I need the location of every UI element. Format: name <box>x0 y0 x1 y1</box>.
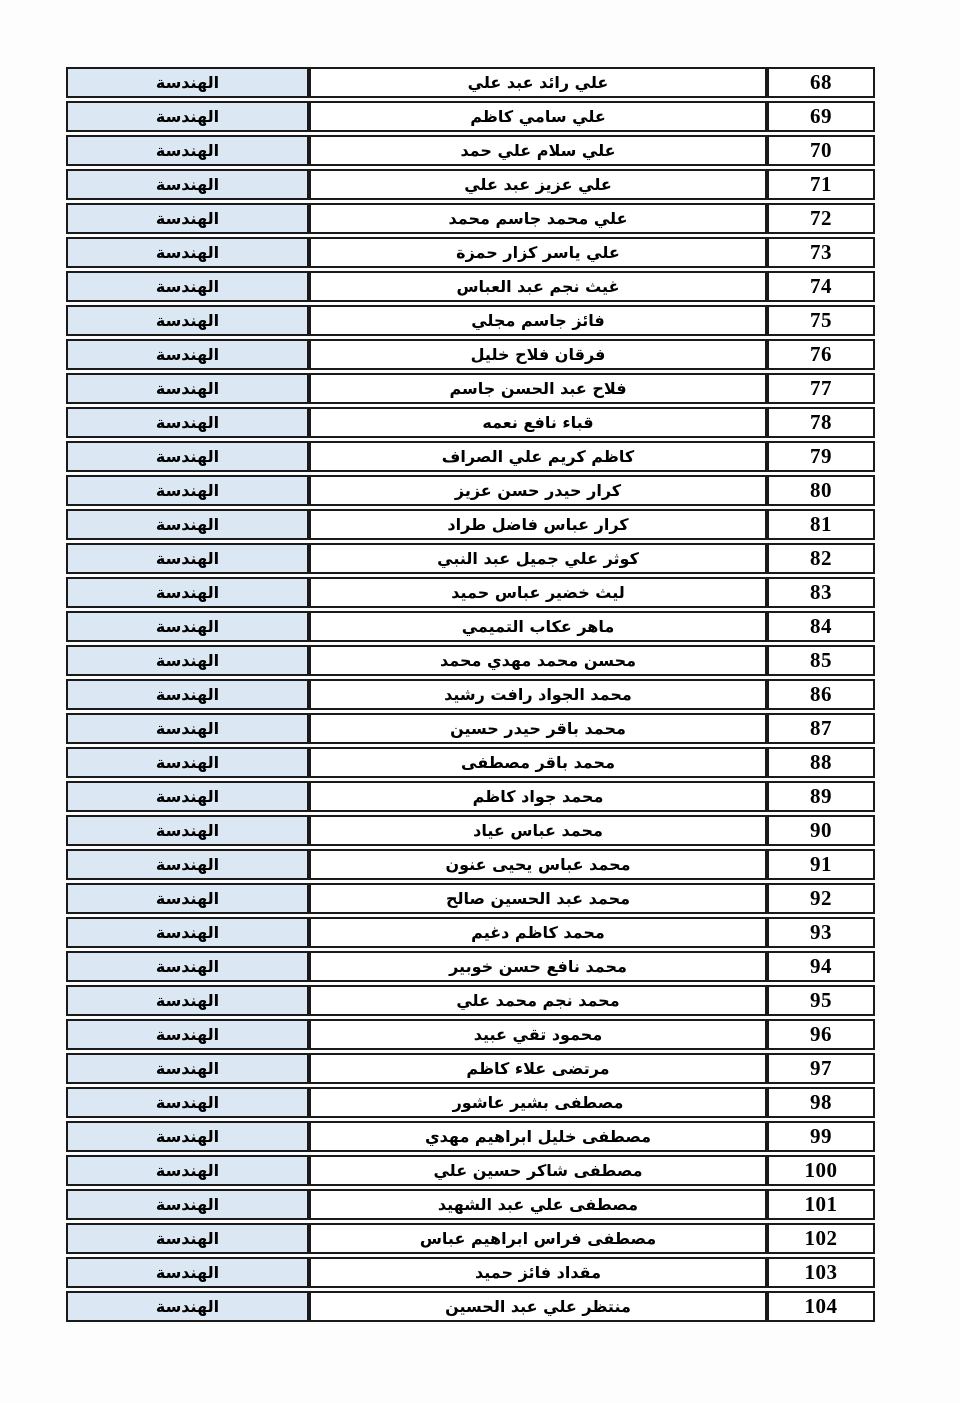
table-row <box>66 747 875 778</box>
table-row <box>66 917 875 948</box>
student-name: قباء نافع نعمه <box>309 407 767 438</box>
row-number: 72 <box>767 203 875 234</box>
student-name: مقداد فائز حميد <box>309 1257 767 1288</box>
table-row <box>66 407 875 438</box>
student-name: محمد كاظم دغيم <box>309 917 767 948</box>
row-number: 71 <box>767 169 875 200</box>
department-cell: الهندسة <box>66 305 309 336</box>
row-number: 84 <box>767 611 875 642</box>
table-row <box>66 1223 875 1254</box>
row-number: 87 <box>767 713 875 744</box>
table-row <box>66 135 875 166</box>
department-cell: الهندسة <box>66 1291 309 1322</box>
table-row <box>66 985 875 1016</box>
department-cell: الهندسة <box>66 1053 309 1084</box>
table-row <box>66 543 875 574</box>
department-cell: الهندسة <box>66 441 309 472</box>
department-cell: الهندسة <box>66 339 309 370</box>
department-cell: الهندسة <box>66 577 309 608</box>
department-cell: الهندسة <box>66 169 309 200</box>
department-cell: الهندسة <box>66 101 309 132</box>
student-name: مصطفى فراس ابراهيم عباس <box>309 1223 767 1254</box>
department-cell: الهندسة <box>66 849 309 880</box>
student-name: محمد باقر مصطفى <box>309 747 767 778</box>
department-cell: الهندسة <box>66 509 309 540</box>
student-name: كوثر علي جميل عبد النبي <box>309 543 767 574</box>
table-row <box>66 237 875 268</box>
row-number: 96 <box>767 1019 875 1050</box>
row-number: 103 <box>767 1257 875 1288</box>
row-number: 79 <box>767 441 875 472</box>
student-name: علي رائد عبد علي <box>309 67 767 98</box>
student-name: علي سامي كاظم <box>309 101 767 132</box>
table-row <box>66 373 875 404</box>
table-row <box>66 1121 875 1152</box>
department-cell: الهندسة <box>66 1155 309 1186</box>
table-row <box>66 203 875 234</box>
department-cell: الهندسة <box>66 1189 309 1220</box>
row-number: 69 <box>767 101 875 132</box>
department-cell: الهندسة <box>66 1223 309 1254</box>
student-name: مصطفى خليل ابراهيم مهدي <box>309 1121 767 1152</box>
department-cell: الهندسة <box>66 407 309 438</box>
student-name: منتظر علي عبد الحسين <box>309 1291 767 1322</box>
department-cell: الهندسة <box>66 985 309 1016</box>
row-number: 78 <box>767 407 875 438</box>
row-number: 104 <box>767 1291 875 1322</box>
row-number: 80 <box>767 475 875 506</box>
row-number: 102 <box>767 1223 875 1254</box>
table-row <box>66 1189 875 1220</box>
student-name: محمد عباس عياد <box>309 815 767 846</box>
row-number: 91 <box>767 849 875 880</box>
department-cell: الهندسة <box>66 373 309 404</box>
row-number: 89 <box>767 781 875 812</box>
student-name: علي سلام علي حمد <box>309 135 767 166</box>
student-name: محمد باقر حيدر حسين <box>309 713 767 744</box>
table-row <box>66 305 875 336</box>
department-cell: الهندسة <box>66 815 309 846</box>
table-row <box>66 339 875 370</box>
student-name: محسن محمد مهدي محمد <box>309 645 767 676</box>
student-name: محمد نافع حسن خوبير <box>309 951 767 982</box>
student-name: علي محمد جاسم محمد <box>309 203 767 234</box>
department-cell: الهندسة <box>66 781 309 812</box>
table-row <box>66 645 875 676</box>
row-number: 101 <box>767 1189 875 1220</box>
row-number: 82 <box>767 543 875 574</box>
row-number: 77 <box>767 373 875 404</box>
table-row <box>66 679 875 710</box>
department-cell: الهندسة <box>66 1019 309 1050</box>
department-cell: الهندسة <box>66 679 309 710</box>
row-number: 88 <box>767 747 875 778</box>
student-name: محمود تقي عبيد <box>309 1019 767 1050</box>
student-name: علي ياسر كزار حمزة <box>309 237 767 268</box>
student-name: مصطفى شاكر حسين علي <box>309 1155 767 1186</box>
row-number: 93 <box>767 917 875 948</box>
row-number: 75 <box>767 305 875 336</box>
department-cell: الهندسة <box>66 271 309 302</box>
department-cell: الهندسة <box>66 951 309 982</box>
table-row <box>66 781 875 812</box>
table-row <box>66 475 875 506</box>
table-row <box>66 611 875 642</box>
row-number: 85 <box>767 645 875 676</box>
row-number: 92 <box>767 883 875 914</box>
row-number: 70 <box>767 135 875 166</box>
table-row <box>66 271 875 302</box>
department-cell: الهندسة <box>66 747 309 778</box>
student-name: محمد عباس يحيى عنون <box>309 849 767 880</box>
row-number: 90 <box>767 815 875 846</box>
department-cell: الهندسة <box>66 475 309 506</box>
department-cell: الهندسة <box>66 135 309 166</box>
student-name: محمد نجم محمد علي <box>309 985 767 1016</box>
department-cell: الهندسة <box>66 543 309 574</box>
row-number: 86 <box>767 679 875 710</box>
roster-table-body <box>66 67 875 1322</box>
row-number: 74 <box>767 271 875 302</box>
row-number: 68 <box>767 67 875 98</box>
student-name: ماهر عكاب التميمي <box>309 611 767 642</box>
department-cell: الهندسة <box>66 237 309 268</box>
table-row <box>66 441 875 472</box>
department-cell: الهندسة <box>66 611 309 642</box>
student-name: فلاح عبد الحسن جاسم <box>309 373 767 404</box>
table-row <box>66 1155 875 1186</box>
department-cell: الهندسة <box>66 1257 309 1288</box>
student-name: فرقان فلاح خليل <box>309 339 767 370</box>
student-name: ليث خضير عباس حميد <box>309 577 767 608</box>
student-name: فائز جاسم مجلي <box>309 305 767 336</box>
row-number: 73 <box>767 237 875 268</box>
student-name: غيث نجم عبد العباس <box>309 271 767 302</box>
row-number: 97 <box>767 1053 875 1084</box>
row-number: 100 <box>767 1155 875 1186</box>
table-row <box>66 951 875 982</box>
department-cell: الهندسة <box>66 203 309 234</box>
department-cell: الهندسة <box>66 883 309 914</box>
student-name: مصطفى علي عبد الشهيد <box>309 1189 767 1220</box>
department-cell: الهندسة <box>66 917 309 948</box>
table-row <box>66 713 875 744</box>
student-roster-table <box>66 64 875 1325</box>
row-number: 98 <box>767 1087 875 1118</box>
student-name: محمد الجواد رافت رشيد <box>309 679 767 710</box>
department-cell: الهندسة <box>66 1087 309 1118</box>
department-cell: الهندسة <box>66 67 309 98</box>
department-cell: الهندسة <box>66 713 309 744</box>
table-row <box>66 169 875 200</box>
row-number: 95 <box>767 985 875 1016</box>
row-number: 81 <box>767 509 875 540</box>
row-number: 94 <box>767 951 875 982</box>
department-cell: الهندسة <box>66 645 309 676</box>
table-row <box>66 101 875 132</box>
table-row <box>66 815 875 846</box>
table-row <box>66 1019 875 1050</box>
student-name: كرار عباس فاضل طراد <box>309 509 767 540</box>
row-number: 76 <box>767 339 875 370</box>
table-row <box>66 577 875 608</box>
student-name: مرتضى علاء كاظم <box>309 1053 767 1084</box>
student-name: كاظم كريم علي الصراف <box>309 441 767 472</box>
table-row <box>66 883 875 914</box>
table-row <box>66 1053 875 1084</box>
row-number: 99 <box>767 1121 875 1152</box>
table-row <box>66 1087 875 1118</box>
table-row <box>66 1291 875 1322</box>
student-name: محمد عبد الحسين صالح <box>309 883 767 914</box>
row-number: 83 <box>767 577 875 608</box>
table-row <box>66 849 875 880</box>
table-row <box>66 509 875 540</box>
student-name: محمد جواد كاظم <box>309 781 767 812</box>
department-cell: الهندسة <box>66 1121 309 1152</box>
table-row <box>66 67 875 98</box>
student-name: علي عزيز عبد علي <box>309 169 767 200</box>
student-name: مصطفى بشير عاشور <box>309 1087 767 1118</box>
table-row <box>66 1257 875 1288</box>
student-name: كرار حيدر حسن عزيز <box>309 475 767 506</box>
